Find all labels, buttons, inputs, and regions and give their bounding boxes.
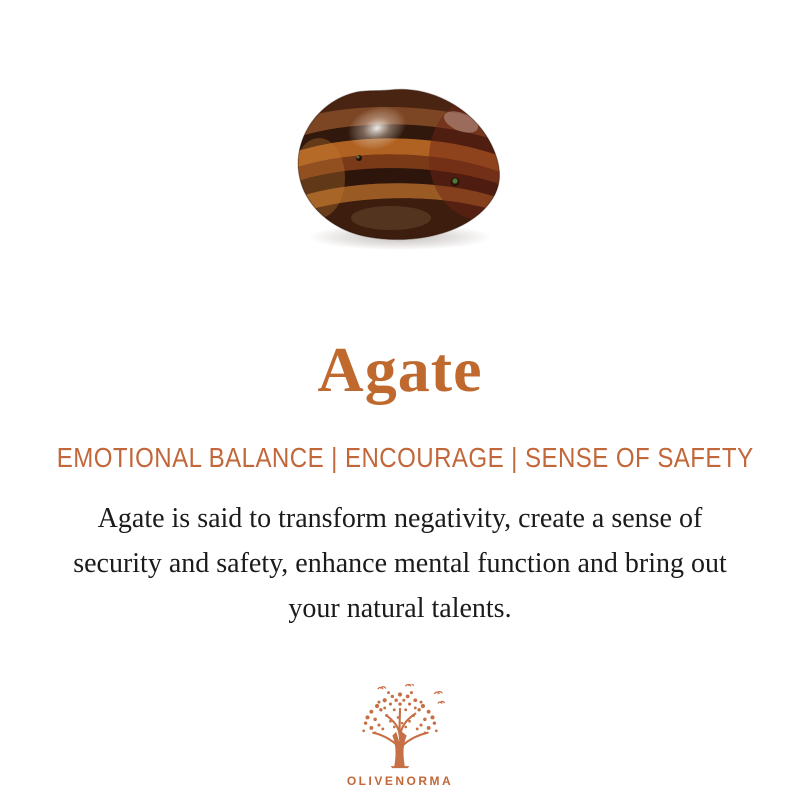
- product-title: Agate: [317, 334, 483, 405]
- product-description: Agate is said to transform negativity, create a sense of security and safety, enhance mental function and bring out your natural talents.: [73, 503, 727, 624]
- brand-name: OLIVENORMA: [346, 774, 454, 788]
- tree-of-life-with-birds-icon: [352, 684, 448, 770]
- brand-block: [0, 684, 800, 788]
- agate-stone-photo: [295, 86, 507, 252]
- tagline-row: [0, 442, 800, 474]
- agate-stone-icon: [295, 86, 505, 246]
- product-tagline: EMOTIONAL BALANCE | ENCOURAGE | SENSE OF SAFETY: [56, 442, 754, 473]
